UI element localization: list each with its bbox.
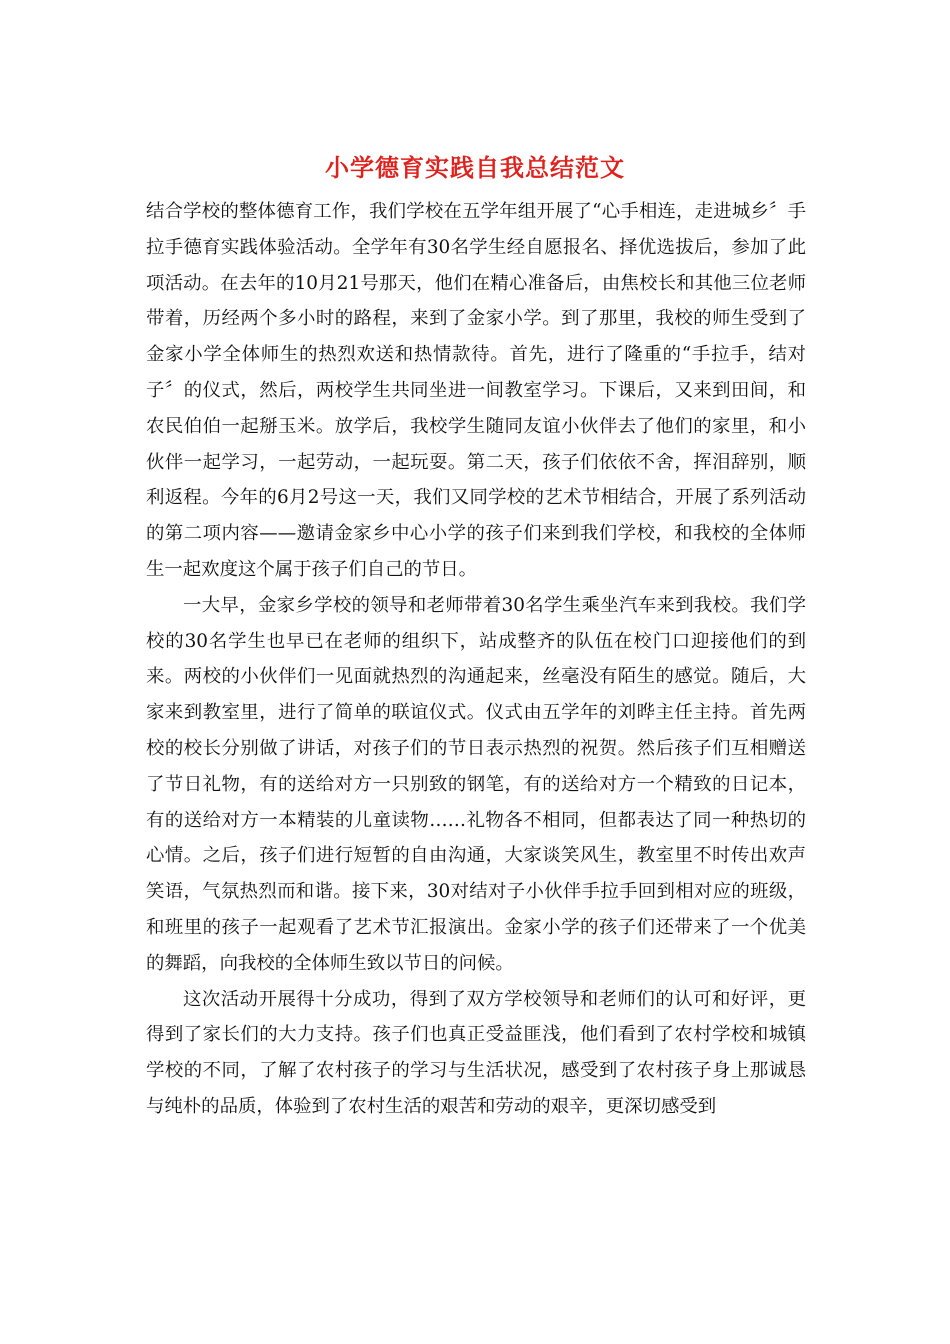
paragraph-1: 结合学校的整体德育工作，我们学校在五学年组开展了“心手相连，走进城乡〞手拉手德育实践体验活动。全学年有30名学生经自愿报名、择优选拔后，参加了此项活动。在去年的10月21号那天，他们在精心准备后，由焦校长和其他三位老师带着，历经两个多小时的路程，来到了金家小学。到了那里，我校的师生受到了金家小学全体师生的热烈欢送和热情款待。首先，进行了隆重的“手拉手，结对子〞的仪式，然后，两校学生共同坐进一间教室学习。下课后，又来到田间，和农民伯伯一起掰玉米。放学后，我校学生随同友谊小伙伴去了他们的家里，和小伙伴一起学习，一起劳动，一起玩耍。第二天，孩子们依依不舍，挥泪辞别，顺利返程。今年的6月2号这一天，我们又同学校的艺术节相结合，开展了系列活动的第二项内容——邀请金家乡中心小学的孩子们来到我们学校，和我校的全体师生一起欢度这个属于孩子们自己的节日。 xyxy=(146,201,806,580)
document-body xyxy=(146,194,806,1125)
paragraph-2: 一大早，金家乡学校的领导和老师带着30名学生乘坐汽车来到我校。我们学校的30名学生也早已在老师的组织下，站成整齐的队伍在校门口迎接他们的到来。两校的小伙伴们一见面就热烈的沟通起来，丝毫没有陌生的感觉。随后，大家来到教室里，进行了简单的联谊仪式。仪式由五学年的刘晔主任主持。首先两校的校长分别做了讲话，对孩子们的节日表示热烈的祝贺。然后孩子们互相赠送了节日礼物，有的送给对方一只别致的钢笔，有的送给对方一个精致的日记本，有的送给对方一本精装的儿童读物……礼物各不相同，但都表达了同一种热切的心情。之后，孩子们进行短暂的自由沟通，大家谈笑风生，教室里不时传出欢声笑语，气氛热烈而和谐。接下来，30对结对子小伙伴手拉手回到相对应的班级，和班里的孩子一起观看了艺术节汇报演出。金家小学的孩子们还带来了一个优美的舞蹈，向我校的全体师生致以节日的问候。 xyxy=(146,594,806,974)
document-title: 小学德育实践自我总结范文 xyxy=(325,153,625,182)
paragraph-3: 这次活动开展得十分成功，得到了双方学校领导和老师们的认可和好评，更得到了家长们的大力支持。孩子们也真正受益匪浅，他们看到了农村学校和城镇学校的不同，了解了农村孩子的学习与生活状况，感受到了农村孩子身上那诚恳与纯朴的品质，体验到了农村生活的艰苦和劳动的艰辛，更深切感受到 xyxy=(146,988,806,1117)
